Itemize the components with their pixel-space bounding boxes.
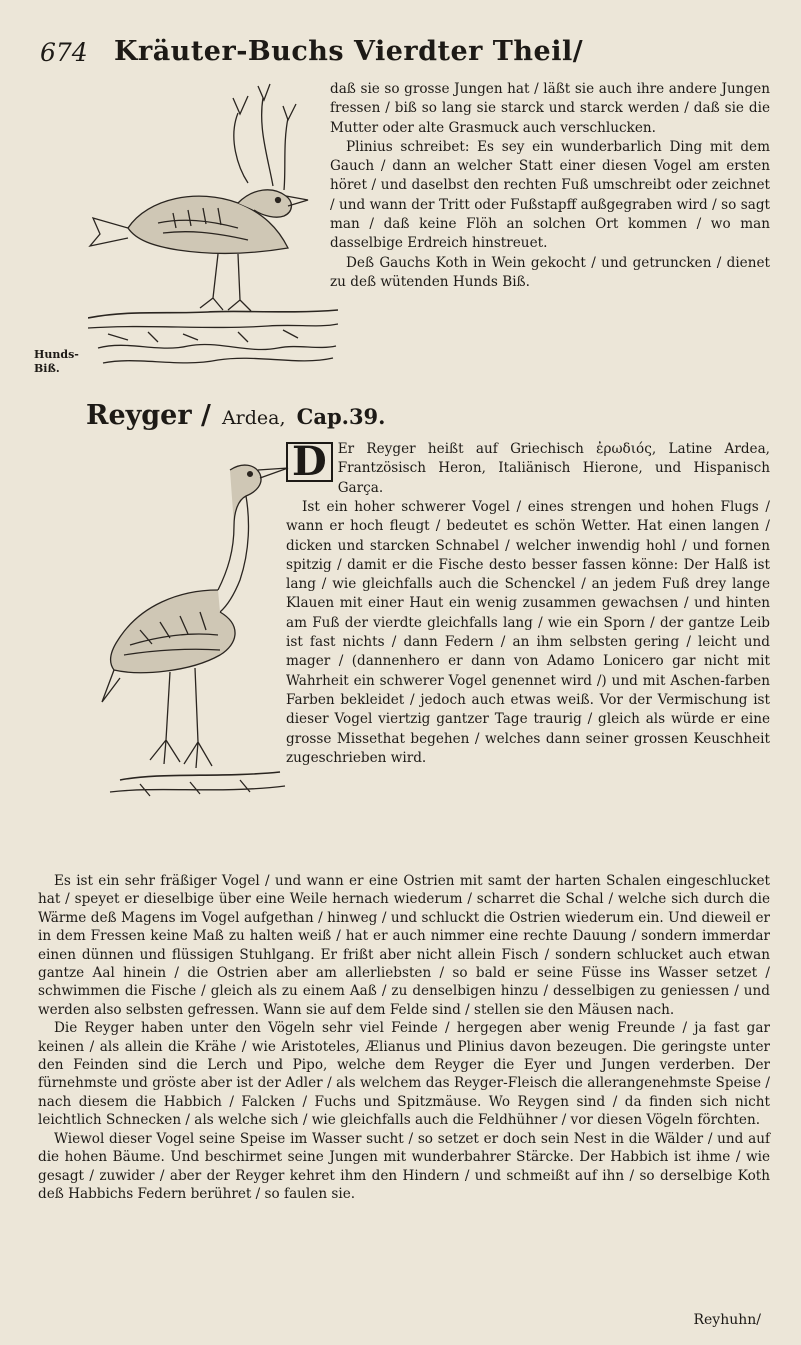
- page-header: [40, 34, 771, 74]
- paragraph: Deß Gauchs Koth in Wein gekocht / und getruncken / dienet zu deß wütenden Hunds Biß.: [330, 254, 770, 290]
- paragraph: Wiewol dieser Vogel seine Speise im Wasser sucht / so setzet er doch sein Nest in die Wälder / und auf die hohen Bäume. Und beschirmet seine Jungen mit wunderbahrer Stärcke. Der Habbich ist ihme / wie gesagt / zuwider / aber der Reyger kehret ihm den Hindern / und schmeißt auf ihn / so derselbige Koth deß Habbichs Federn berühret / so faulen sie.: [38, 1130, 770, 1202]
- paragraph: [286, 440, 770, 498]
- paragraph: Ist ein hoher schwerer Vogel / eines strengen und hohen Flugs / wann er hoch fleugt / bedeutet es schön Wetter. Hat einen langen / dicken und starcken Schnabel / welcher inwendig hohl / und fornen spitzig / damit er die Fische desto besser fassen könne: Der Halß ist lang / wie gleichfalls auch die Schenckel / an jedem Fuß drey lange Klauen mit einer Haut ein wenig zusammen gewachsen / und hinten am Fuß der vierdte gleichfalls lang / wie ein Sporn / der gantze Leib ist fast nichts / dann Federn / an ihm selbsten gering / leicht und mager / (dannenhero er dann von Adamo Lonicero gar nicht mit Wahrheit ein schwerer Vogel genennet wird /) und mit Aschen-farben Farben bekleidet / jedoch auch etwas weiß. Vor der Vermischung ist dieser Vogel viertzig gantzer Tage traurig / gleich als würde er eine grosse Missethat begehen / welches dann seiner grossen Keuschheit zugeschrieben wird.: [286, 499, 770, 766]
- paragraph-text: Er Reyger heißt auf Griechisch ἐρωδιός, Latine Ardea, Frantzösisch Heron, Italiänisch Hierone, und Hispanisch Garça.: [337, 441, 770, 496]
- cuckoo-woodcut: [88, 78, 338, 378]
- cuckoo-text-column: [330, 80, 770, 292]
- paragraph: Die Reyger haben unter den Vögeln sehr viel Feinde / hergegen aber wenig Freunde / ja fast gar keinen / als allein die Krähe / wie Aristoteles, Ælianus und Plinius davon bezeugen. Die geringste unter den Feinden sind die Lerch und Pipo, welche dem Reyger die Eyer und Jungen verderben. Der fürnehmste und gröste aber ist der Adler / als welchem das Reyger-Fleisch die allerangenehmste Speise / nach diesem die Habbich / Falcken / Fuchs und Spitzmäuse. Wo Reygen sind / da finden sich nicht leichtlich Schnecken / als welche sich / wie gleichfalls auch die Feldhühner / vor diesen Vögeln förchten.: [38, 1020, 770, 1129]
- margin-note: [34, 348, 79, 376]
- running-title: Kräuter-Buchs Vierdter Theil/: [114, 36, 584, 67]
- full-width-text: [38, 872, 770, 1203]
- page-number: 674: [40, 38, 88, 67]
- heron-woodcut: [100, 440, 290, 805]
- paragraph: Es ist ein sehr fräßiger Vogel / und wann er eine Ostrien mit samt der harten Schalen eingeschlucket hat / speyet er dieselbige über eine Weile hernach wiederum / scharret die Schal / welche sich durch die Wärme deß Magens im Vogel aufgethan / hinweg / und schluckt die Ostrien wiederum ein. Und dieweil er in dem Fressen keine Maß zu halten weiß / hat er auch nimmer eine rechte Dauung / sondern immerdar einen dünnen und flüssigen Stuhlgang. Er frißt aber nicht allein Fisch / sondern schlucket auch etwan gantze Aal hinein / die Ostrien aber am allerliebsten / so bald er seine Füsse ins Wasser setzet / schwimmen die Fische / gleich als zu einem Aaß / zu denselbigen hinzu / desselbigen zu geniessen / und werden also selbsten gefressen. Wann sie auf dem Felde sind / stellen sie den Mäusen nach.: [38, 873, 770, 1018]
- paragraph: Plinius schreibet: Es sey ein wunderbarlich Ding mit dem Gauch / dann an welcher Statt einer diesen Vogel am ersten höret / und daselbst den rechten Fuß umschreibt oder zeichnet / und wann der Tritt oder Fußstapff außgegraben wird / so sagt man / daß keine Flöh an solchen Ort kommen / wo man dasselbige Erdreich hinstreuet.: [330, 138, 770, 252]
- catchword: Reyhuhn/: [693, 1312, 761, 1328]
- heron-text-top: [286, 440, 770, 498]
- heron-text-body: [286, 498, 770, 768]
- chapter-number: Cap.39.: [296, 404, 386, 429]
- paragraph: daß sie so grosse Jungen hat / läßt sie auch ihre andere Jungen fressen / biß so lang sie starck und starck werden / daß sie die Mutter oder alte Grasmuck auch verschlucken.: [330, 81, 770, 136]
- margin-note-line: Biß.: [34, 362, 60, 375]
- chapter-latin-title: Ardea,: [221, 407, 286, 429]
- chapter-german-title: Reyger /: [86, 400, 211, 431]
- drop-cap: D: [286, 442, 333, 482]
- chapter-heading: [86, 400, 385, 431]
- margin-note-line: Hunds-: [34, 348, 79, 361]
